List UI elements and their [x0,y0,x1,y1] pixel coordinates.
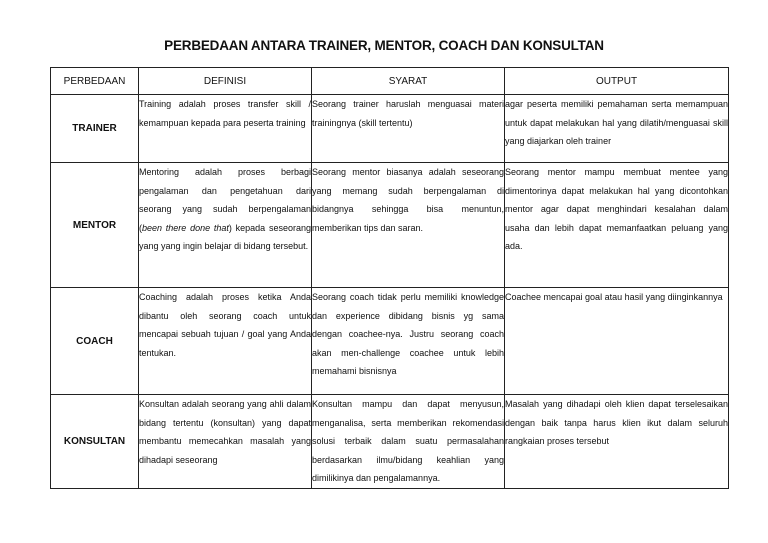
definisi-mentor-part-a: Mentoring adalah proses berbagi pengalaman dan pengetahuan dari seorang yang sudah berpengalaman ( [139,167,311,233]
syarat-coach [312,288,505,395]
output-coach [505,288,729,395]
syarat-trainer [312,95,505,163]
definisi-coach-text: Coaching adalah proses ketika Anda dibantu oleh seorang coach untuk mencapai sebuah tujuan / goal yang Anda tentukan. [139,292,311,358]
definisi-mentor [139,163,312,288]
table-row-trainer [51,95,729,163]
output-konsultan [505,395,729,489]
definisi-mentor-part-b: ) kepada seseorang yang yang ingin belajar di bidang tersebut. [139,222,311,252]
output-konsultan-text: Masalah yang dihadapi oleh klien dapat terselesaikan dengan baik tanpa harus klien ikut dalam seluruh rangkaian proses tersebut [505,399,728,447]
header-definisi: DEFINISI [139,68,312,95]
output-mentor-text: Seorang mentor mampu membuat mentee yang dimentorinya dapat melakukan hal yang dicontohkan mentor agar dapat menghindari kesalahan dalam usaha dan lebih dapat memanfaatkan peluang yang ada. [505,167,728,252]
syarat-mentor [312,163,505,288]
definisi-coach [139,288,312,395]
syarat-konsultan-text: Konsultan mampu dan dapat menyusun, menganalisa, serta memberikan rekomendasi solusi terbaik dalam suatu permasalahan berdasarkan ilmu/bidang keahlian yang dimilikinya dan pengalamannya. [312,399,504,484]
row-label-trainer: TRAINER [51,95,139,163]
syarat-mentor-text: Seorang mentor biasanya adalah seseorang yang memang sudah berpengalaman di bidangnya sehingga bisa menuntun, memberikan tips dan saran. [312,167,504,233]
row-label-konsultan: KONSULTAN [51,395,139,489]
syarat-trainer-text: Seorang trainer haruslah menguasai materi trainingnya (skill tertentu) [312,99,504,128]
table-header-row [51,68,729,95]
definisi-trainer [139,95,312,163]
output-coach-text: Coachee mencapai goal atau hasil yang diinginkannya [505,292,723,302]
table-row-coach [51,288,729,395]
comparison-table [50,67,729,489]
definisi-konsultan [139,395,312,489]
syarat-coach-text: Seorang coach tidak perlu memiliki knowledge dan experience dibidang bisnis yg sama dengan coachee-nya. Justru seorang coach akan men-challenge coachee untuk lebih memahami bisnisnya [312,292,504,377]
header-output: OUTPUT [505,68,729,95]
header-syarat: SYARAT [312,68,505,95]
output-mentor [505,163,729,288]
output-trainer-text: agar peserta memiliki pemahaman serta memampuan untuk dapat melakukan hal yang dilatih/menguasai skill yang diajarkan oleh trainer [505,99,728,147]
syarat-konsultan [312,395,505,489]
row-label-coach: COACH [51,288,139,395]
table-row-mentor [51,163,729,288]
header-perbedaan: PERBEDAAN [51,68,139,95]
definisi-mentor-text [139,163,311,256]
output-trainer [505,95,729,163]
table-row-konsultan [51,395,729,489]
definisi-konsultan-text: Konsultan adalah seorang yang ahli dalam bidang tertentu (konsultan) yang dapat membantu memecahkan masalah yang dihadapi seseorang [139,399,311,465]
definisi-trainer-text: Training adalah proses transfer skill / kemampuan kepada para peserta training [139,99,311,128]
page-title: PERBEDAAN ANTARA TRAINER, MENTOR, COACH DAN KONSULTAN [164,38,604,53]
row-label-mentor: MENTOR [51,163,139,288]
definisi-mentor-emphasis: been there done that [142,222,229,233]
